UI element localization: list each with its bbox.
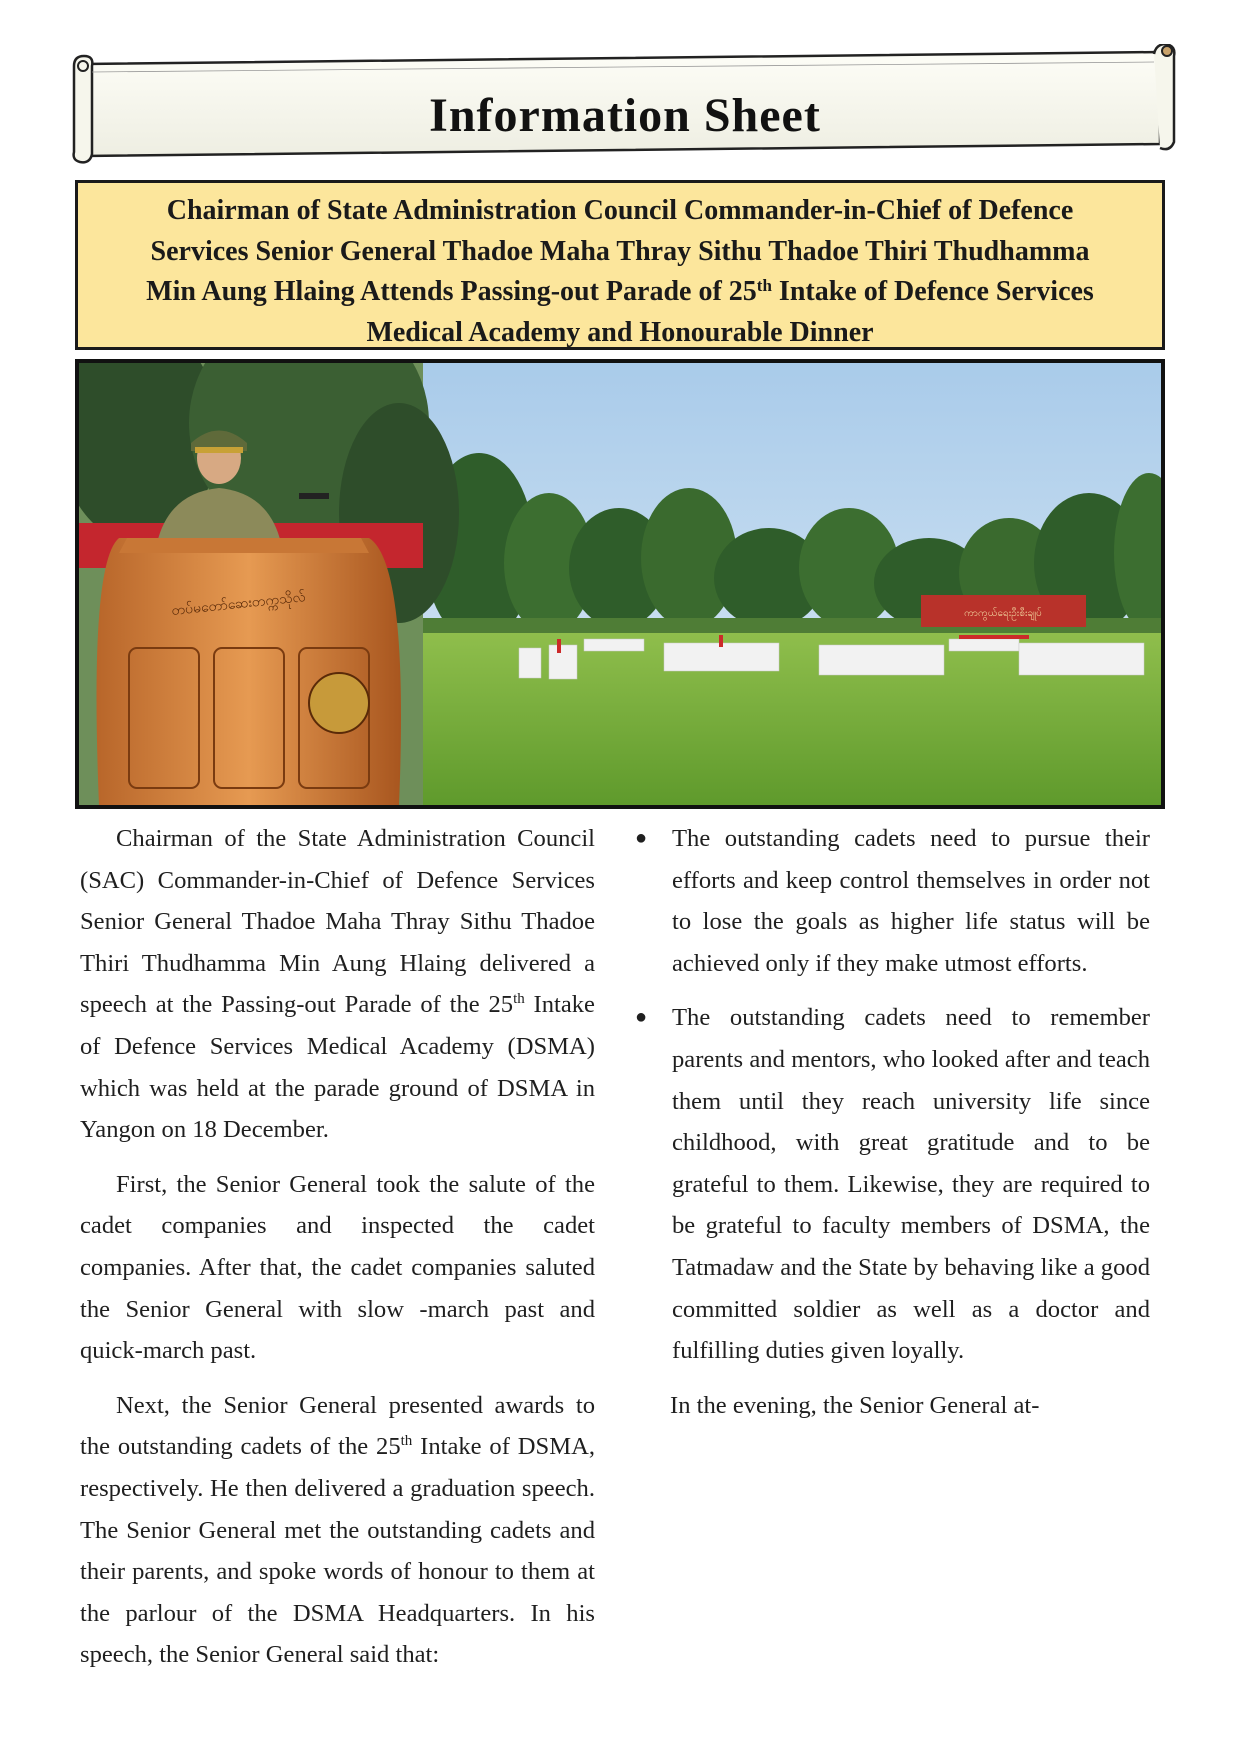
headline-box xyxy=(75,180,1165,350)
paragraph: Chairman of the State Administration Council (SAC) Commander-in-Chief of Defence Services Senior General Thadoe Maha Thray Sithu Thadoe Thiri Thudhamma Min Aung Hlaing delivered a speech at the Passing-out Parade of the 25th Intake of Defence Services Medical Academy (DSMA) which was held at the parade ground of DSMA in Yangon on 18 December. xyxy=(80,825,595,1144)
banner-sign: ကာကွယ်ရေးဦးစီးချုပ် xyxy=(964,608,1042,619)
paragraph: In the evening, the Senior General at- xyxy=(670,1391,1040,1419)
page-title: Information Sheet xyxy=(429,89,821,142)
headline-line: Min Aung Hlaing Attends Passing-out Parade of 25th Intake of Defence Services xyxy=(146,276,1094,307)
podium-lettering: တပ်မတော်ဆေးတက္ကသိုလ် xyxy=(170,589,307,620)
parade-photo xyxy=(75,359,1165,809)
article-column-left xyxy=(80,818,595,1689)
list-item: ● The outstanding cadets need to pursue their efforts and keep control themselves in order not to lose the goals as higher life status will be achieved only if they make utmost efforts. xyxy=(634,818,1150,984)
title-banner xyxy=(70,44,1180,164)
headline-line: Chairman of State Administration Council Commander-in-Chief of Defence xyxy=(166,195,1074,226)
speech-points xyxy=(634,818,1150,1372)
headline-line: Medical Academy and Honourable Dinner xyxy=(366,316,874,348)
article-column-right xyxy=(634,818,1150,1439)
list-item: ● The outstanding cadets need to remember parents and mentors, who looked after and teach them until they reach university life since childhood, with great gratitude and to be grateful to them. Likewise, they are required to be grateful to faculty members of DSMA, the Tatmadaw and the State by behaving like a good committed soldier as well as a doctor and fulfilling duties given loyally. xyxy=(634,997,1150,1371)
paragraph: First, the Senior General took the salute of the cadet companies and inspected the cadet companies. After that, the cadet companies saluted the Senior General with slow -march past and quick-march past. xyxy=(80,1170,595,1365)
bullet-icon: ● xyxy=(635,1006,648,1029)
headline-line: Services Senior General Thadoe Maha Thray Sithu Thadoe Thiri Thudhamma xyxy=(150,235,1090,267)
paragraph: Next, the Senior General presented awards to the outstanding cadets of the 25th Intake of DSMA, respectively. He then delivered a graduation speech. The Senior General met the outstanding cadets and their parents, and spoke words of honour to them at the parlour of the DSMA Headquarters. In his speech, the Senior General said that: xyxy=(80,1391,595,1669)
bullet-icon: ● xyxy=(635,827,648,849)
